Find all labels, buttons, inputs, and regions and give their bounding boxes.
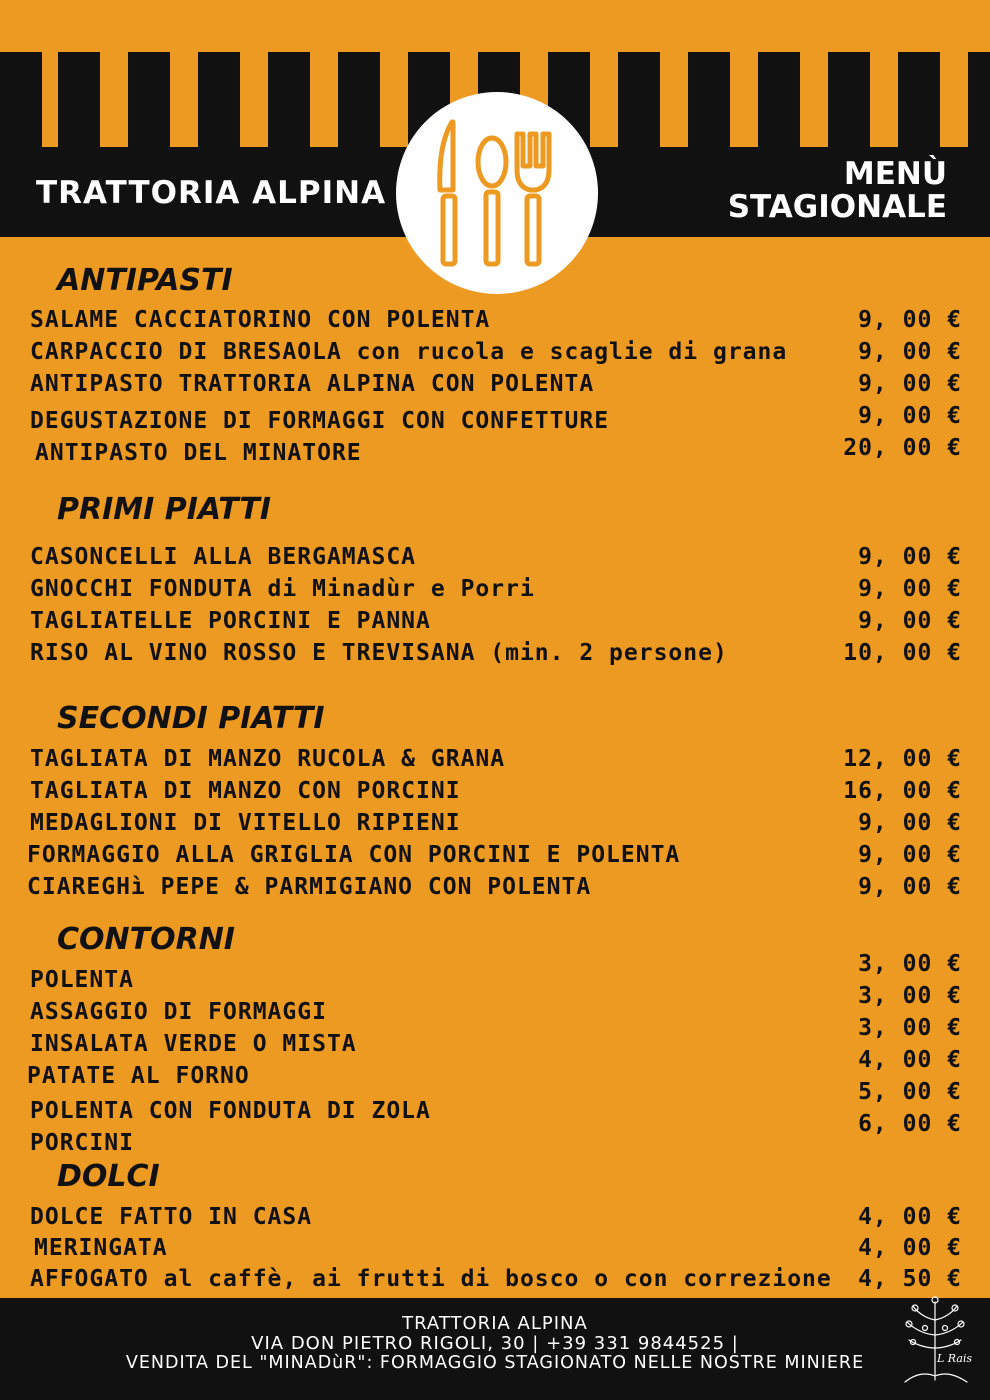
menu-item-price: 9, 00 € xyxy=(858,307,962,333)
top-band xyxy=(0,0,990,52)
menu-item: RISO AL VINO ROSSO E TREVISANA (min. 2 persone) xyxy=(30,640,728,666)
menu-item: INSALATA VERDE O MISTA xyxy=(30,1031,357,1057)
menu-item: TAGLIATA DI MANZO CON PORCINI xyxy=(30,778,461,804)
menu-item-price: 12, 00 € xyxy=(843,746,962,772)
menu-item: MERINGATA xyxy=(34,1235,168,1261)
logo-badge xyxy=(396,92,598,294)
menu-item-price: 3, 00 € xyxy=(858,1015,962,1041)
menu-item: PATATE AL FORNO xyxy=(27,1063,250,1089)
menu-item-price: 9, 00 € xyxy=(858,544,962,570)
section-title-contorni: CONTORNI xyxy=(57,922,235,957)
menu-item: GNOCCHI FONDUTA di Minadùr e Porri xyxy=(30,576,535,602)
menu-title-line1: MENÙ xyxy=(843,156,947,192)
menu-item-price: 9, 00 € xyxy=(858,339,962,365)
menu-item-price: 10, 00 € xyxy=(843,640,962,666)
menu-item-price: 9, 00 € xyxy=(858,874,962,900)
fork-knife-spoon-icon xyxy=(396,92,598,294)
menu-item: TAGLIATELLE PORCINI E PANNA xyxy=(30,608,431,634)
menu-item: CASONCELLI ALLA BERGAMASCA xyxy=(30,544,417,570)
menu-item-price: 9, 00 € xyxy=(858,608,962,634)
menu-item: ANTIPASTO DEL MINATORE xyxy=(35,440,362,466)
menu-item: DOLCE FATTO IN CASA xyxy=(30,1204,313,1230)
menu-item: TAGLIATA DI MANZO RUCOLA & GRANA xyxy=(30,746,506,772)
menu-item-price: 9, 00 € xyxy=(858,842,962,868)
menu-item: POLENTA CON FONDUTA DI ZOLA xyxy=(30,1098,431,1124)
menu-item-price: 4, 50 € xyxy=(858,1266,962,1292)
menu-item: CIAREGHì PEPE & PARMIGIANO CON POLENTA xyxy=(27,874,592,900)
logo-text: L Rais xyxy=(937,1352,973,1365)
menu-item-price: 4, 00 € xyxy=(858,1235,962,1261)
menu-item: FORMAGGIO ALLA GRIGLIA CON PORCINI E POLENTA xyxy=(27,842,681,868)
menu-item: SALAME CACCIATORINO CON POLENTA xyxy=(30,307,491,333)
footer-address: VIA DON PIETRO RIGOLI, 30 | +39 331 9844525 | xyxy=(251,1333,739,1354)
menu-item-price: 4, 00 € xyxy=(858,1204,962,1230)
menu-item: CARPACCIO DI BRESAOLA con rucola e scaglie di grana xyxy=(30,339,788,365)
menu-item-price: 9, 00 € xyxy=(858,810,962,836)
section-title-antipasti: ANTIPASTI xyxy=(57,263,233,298)
menu-item: AFFOGATO al caffè, ai frutti di bosco o con correzione xyxy=(30,1266,832,1292)
section-title-primi: PRIMI PIATTI xyxy=(57,492,271,527)
menu-item-price: 3, 00 € xyxy=(858,951,962,977)
section-title-secondi: SECONDI PIATTI xyxy=(57,701,325,736)
menu-item-price: 16, 00 € xyxy=(843,778,962,804)
menu-item-price: 4, 00 € xyxy=(858,1047,962,1073)
menu-item-price: 9, 00 € xyxy=(858,371,962,397)
menu-title xyxy=(728,158,947,224)
tree-logo-icon xyxy=(895,1290,975,1390)
restaurant-name: TRATTORIA ALPINA xyxy=(36,175,387,211)
menu-item-price: 20, 00 € xyxy=(843,435,962,461)
menu-title-line2: STAGIONALE xyxy=(727,189,947,225)
menu-item-price: 5, 00 € xyxy=(858,1079,962,1105)
footer-name: TRATTORIA ALPINA xyxy=(402,1313,588,1334)
menu-item: ASSAGGIO DI FORMAGGI xyxy=(30,999,327,1025)
footer-tagline: VENDITA DEL "MINADùR": FORMAGGIO STAGIONATO NELLE NOSTRE MINIERE xyxy=(125,1353,865,1373)
menu-item: PORCINI xyxy=(30,1130,134,1156)
section-title-dolci: DOLCI xyxy=(57,1159,160,1194)
menu-item: MEDAGLIONI DI VITELLO RIPIENI xyxy=(30,810,461,836)
menu-item-price: 6, 00 € xyxy=(858,1111,962,1137)
menu-item-price: 9, 00 € xyxy=(858,576,962,602)
menu-item: DEGUSTAZIONE DI FORMAGGI CON CONFETTURE xyxy=(30,408,610,434)
menu-item-price: 9, 00 € xyxy=(858,403,962,429)
menu-item: ANTIPASTO TRATTORIA ALPINA CON POLENTA xyxy=(30,371,595,397)
menu-item: POLENTA xyxy=(30,967,134,993)
menu-item-price: 3, 00 € xyxy=(858,983,962,1009)
